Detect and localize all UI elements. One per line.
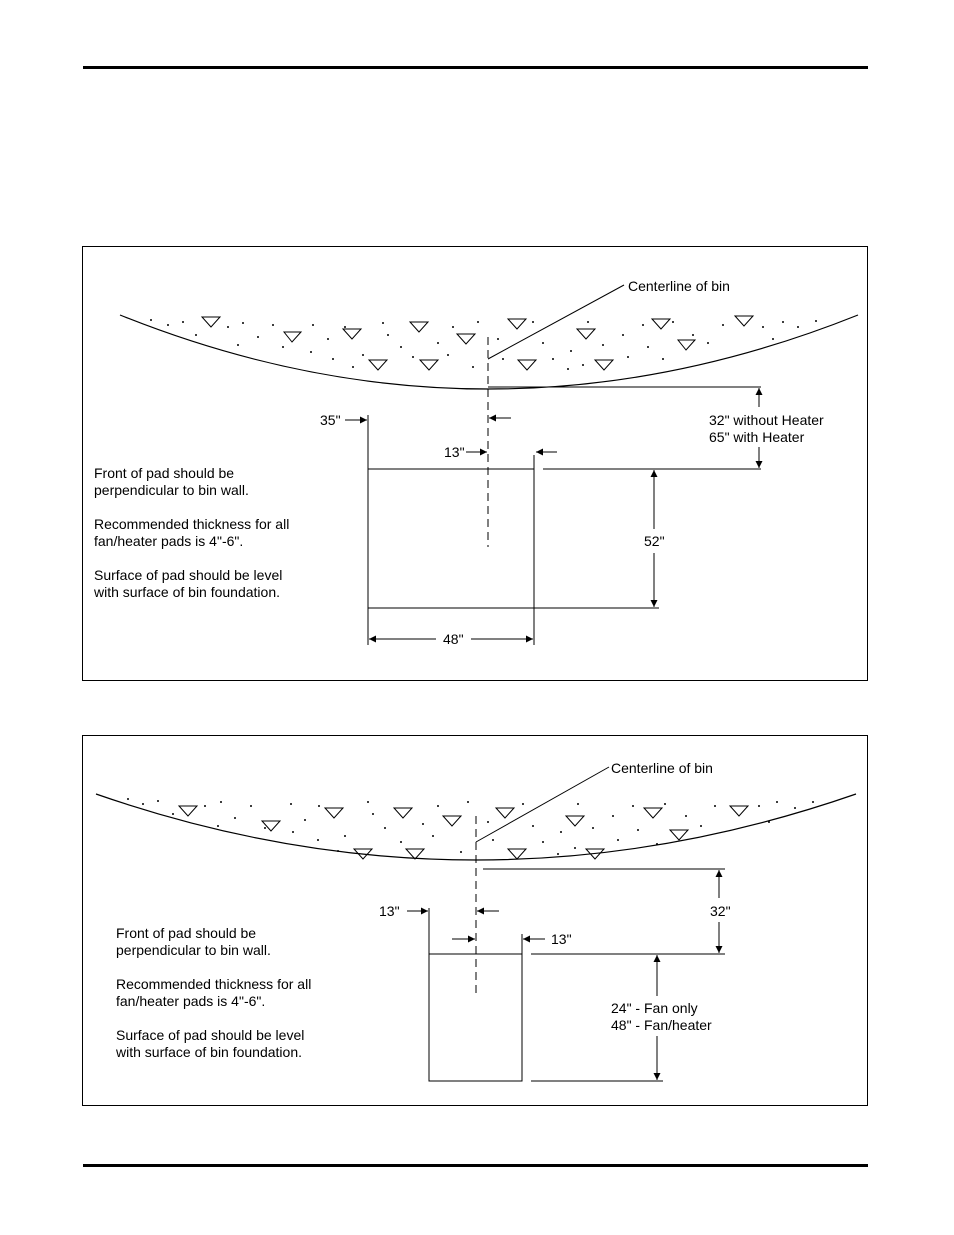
figure-2-panel xyxy=(82,735,868,1106)
depth-label-1: 24" - Fan only xyxy=(611,1000,698,1016)
note-pad-level: Surface of pad should be level with surface of bin foundation. xyxy=(94,567,283,600)
centerline-leader xyxy=(488,285,624,359)
depth-label-2: 48" - Fan/heater xyxy=(611,1017,712,1033)
centerline-leader xyxy=(476,767,609,842)
concrete-dots xyxy=(150,319,817,370)
dim-13-label: 13" xyxy=(444,444,465,460)
note-pad-thickness: Recommended thickness for all fan/heater pads is 4"-6". xyxy=(116,976,312,1009)
concrete-dots xyxy=(127,798,814,855)
footer-rule xyxy=(83,1164,868,1167)
bin-wall-arc xyxy=(120,315,858,389)
clearance-label-2: 65" with Heater xyxy=(709,429,805,445)
dim-35-label: 35" xyxy=(320,412,341,428)
fan-pad xyxy=(368,469,534,608)
dim-13-left-label: 13" xyxy=(379,903,400,919)
note-pad-thickness: Recommended thickness for all fan/heater pads is 4"-6". xyxy=(94,516,290,549)
note-pad-orientation: Front of pad should be perpendicular to bin wall. xyxy=(116,925,271,958)
concrete-texture xyxy=(202,316,753,370)
figure-2-notes xyxy=(116,925,311,1078)
concrete-texture xyxy=(179,806,748,859)
note-pad-level: Surface of pad should be level with surface of bin foundation. xyxy=(116,1027,305,1060)
dim-13-right-label: 13" xyxy=(551,931,572,947)
figure-1-panel xyxy=(82,246,868,681)
centerline-label: Centerline of bin xyxy=(628,278,730,294)
clearance-label-1: 32" without Heater xyxy=(709,412,824,428)
header-rule xyxy=(83,66,868,69)
bin-wall-arc xyxy=(96,794,856,860)
dim-48-label: 48" xyxy=(443,631,464,647)
note-pad-orientation: Front of pad should be perpendicular to bin wall. xyxy=(94,465,249,498)
dim-32-label: 32" xyxy=(710,903,731,919)
figure-1-notes xyxy=(94,465,289,618)
dim-52-label: 52" xyxy=(644,533,665,549)
centerline-label: Centerline of bin xyxy=(611,760,713,776)
